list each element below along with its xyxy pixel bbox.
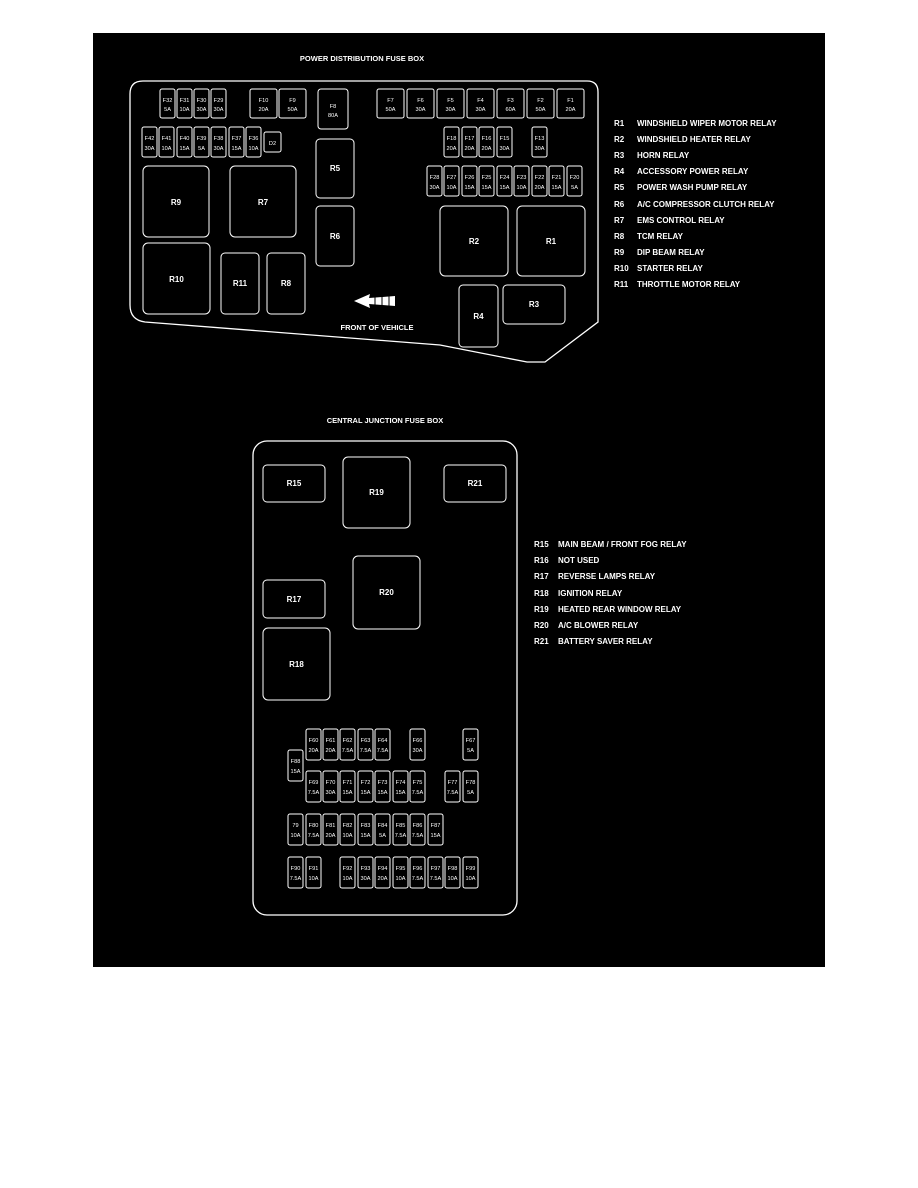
legend-code: R20 [534, 621, 549, 630]
svg-text:30A: 30A [412, 748, 423, 754]
svg-text:20A: 20A [464, 146, 475, 152]
pdb-fuse [211, 89, 226, 118]
pdb-fuse [567, 166, 582, 196]
svg-text:10A: 10A [516, 185, 527, 191]
pdb-fuse [532, 127, 547, 157]
svg-text:F29: F29 [213, 98, 224, 104]
pdb-fuse [462, 127, 477, 157]
legend-label: ACCESSORY POWER RELAY [637, 167, 749, 176]
svg-text:10A: 10A [290, 833, 301, 839]
svg-text:F69: F69 [308, 780, 319, 786]
legend-code: R6 [614, 200, 625, 209]
cjb-fuse [306, 771, 321, 802]
svg-text:20A: 20A [565, 107, 576, 113]
svg-text:F18: F18 [446, 136, 457, 142]
svg-text:D2: D2 [268, 141, 277, 147]
svg-text:R17: R17 [286, 595, 302, 604]
cjb-relay [263, 465, 325, 502]
svg-text:15A: 15A [430, 833, 441, 839]
cjb-fuse [358, 729, 373, 760]
pdb-relay [230, 166, 296, 237]
svg-text:R11: R11 [232, 279, 248, 288]
front-of-vehicle-label: FRONT OF VEHICLE [340, 323, 414, 332]
legend-label: MAIN BEAM / FRONT FOG RELAY [558, 540, 687, 549]
pdb-outline [130, 81, 598, 362]
pdb-fuse [437, 89, 464, 118]
pdb-fuse [427, 166, 442, 196]
legend-code: R15 [534, 540, 549, 549]
svg-text:F36: F36 [248, 136, 259, 142]
cjb-fuse [340, 771, 355, 802]
svg-text:F22: F22 [534, 175, 545, 181]
svg-text:30A: 30A [196, 107, 207, 113]
svg-text:15A: 15A [360, 833, 371, 839]
svg-text:R10: R10 [169, 275, 184, 284]
legend-code: R3 [614, 151, 625, 160]
svg-text:15A: 15A [464, 185, 475, 191]
svg-text:30A: 30A [534, 146, 545, 152]
svg-text:10A: 10A [179, 107, 190, 113]
svg-text:10A: 10A [342, 833, 353, 839]
svg-text:50A: 50A [385, 107, 396, 113]
cjb-fuse [306, 729, 321, 760]
legend-label: BATTERY SAVER RELAY [558, 637, 653, 646]
cjb-fuse [288, 750, 303, 781]
pdb-fuse [159, 127, 174, 157]
svg-text:R3: R3 [528, 300, 540, 309]
pdb-fuse [229, 127, 244, 157]
pdb-fuse [497, 127, 512, 157]
svg-text:10A: 10A [446, 185, 457, 191]
svg-text:F70: F70 [325, 780, 336, 786]
pdb-relay [440, 206, 508, 276]
svg-text:F30: F30 [196, 98, 207, 104]
svg-text:7.5A: 7.5A [411, 876, 424, 882]
svg-text:79: 79 [292, 823, 299, 829]
svg-text:R7: R7 [257, 198, 269, 207]
pdb-relay [459, 285, 498, 347]
legend-code: R18 [534, 589, 549, 598]
svg-text:15A: 15A [290, 769, 301, 775]
cjb-fuse [445, 857, 460, 888]
svg-text:F40: F40 [179, 136, 190, 142]
pdb-fuse [377, 89, 404, 118]
legend-code: R2 [614, 135, 625, 144]
svg-text:F67: F67 [465, 738, 476, 744]
pdb-fuse [514, 166, 529, 196]
svg-text:20A: 20A [446, 146, 457, 152]
svg-text:F92: F92 [342, 866, 353, 872]
cjb-fuse [410, 771, 425, 802]
svg-text:15A: 15A [499, 185, 510, 191]
cjb-fuse [358, 771, 373, 802]
svg-text:20A: 20A [481, 146, 492, 152]
cjb-fuse [410, 729, 425, 760]
cjb-legend [534, 540, 687, 646]
legend-label: A/C BLOWER RELAY [558, 621, 639, 630]
svg-text:F71: F71 [342, 780, 353, 786]
svg-text:F26: F26 [464, 175, 475, 181]
pdb-fuse [279, 89, 306, 118]
svg-text:7.5A: 7.5A [411, 790, 424, 796]
svg-text:F21: F21 [551, 175, 562, 181]
svg-text:F4: F4 [477, 98, 484, 104]
cjb-fuse [410, 857, 425, 888]
svg-text:F25: F25 [481, 175, 492, 181]
svg-text:7.5A: 7.5A [411, 833, 424, 839]
cjb-fuse [375, 771, 390, 802]
pdb-relay [316, 206, 354, 266]
svg-text:R19: R19 [369, 488, 384, 497]
svg-text:F37: F37 [231, 136, 242, 142]
pdb-relay [143, 166, 209, 237]
cjb-fuse [358, 814, 373, 845]
cjb-fuse [393, 771, 408, 802]
legend-label: EMS CONTROL RELAY [637, 216, 725, 225]
cjb-outline [253, 441, 517, 915]
svg-text:F88: F88 [290, 759, 301, 765]
legend-label: THROTTLE MOTOR RELAY [637, 280, 741, 289]
svg-text:20A: 20A [258, 107, 269, 113]
cjb-relay [353, 556, 420, 629]
cjb-relay [263, 580, 325, 618]
svg-text:F73: F73 [377, 780, 388, 786]
svg-text:7.5A: 7.5A [307, 833, 320, 839]
legend-code: R17 [534, 572, 549, 581]
svg-text:F23: F23 [516, 175, 527, 181]
svg-text:30A: 30A [325, 790, 336, 796]
svg-text:7.5A: 7.5A [429, 876, 442, 882]
pdb-fuse [444, 127, 459, 157]
pdb-fuse [246, 127, 261, 157]
svg-text:F13: F13 [534, 136, 545, 142]
svg-text:5A: 5A [379, 833, 386, 839]
svg-text:F80: F80 [308, 823, 319, 829]
pdb-fuse [549, 166, 564, 196]
pdb-title: POWER DISTRIBUTION FUSE BOX [299, 54, 425, 63]
svg-text:15A: 15A [481, 185, 492, 191]
svg-text:F2: F2 [537, 98, 544, 104]
pdb-fuse [160, 89, 175, 118]
svg-text:15A: 15A [179, 146, 190, 152]
svg-text:10A: 10A [342, 876, 353, 882]
pdb-fuse [177, 127, 192, 157]
svg-text:10A: 10A [395, 876, 406, 882]
cjb-fuse [288, 857, 303, 888]
cjb-relay [263, 628, 330, 700]
legend-code: R4 [614, 167, 625, 176]
svg-text:F24: F24 [499, 175, 510, 181]
diagram-panel [93, 33, 825, 967]
svg-text:5A: 5A [467, 790, 474, 796]
svg-text:F3: F3 [507, 98, 514, 104]
svg-text:F16: F16 [481, 136, 492, 142]
svg-text:F6: F6 [417, 98, 424, 104]
cjb-fuse [428, 857, 443, 888]
legend-code: R1 [614, 119, 625, 128]
svg-text:7.5A: 7.5A [341, 748, 354, 754]
legend-code: R19 [534, 605, 549, 614]
svg-text:R20: R20 [379, 588, 394, 597]
svg-text:20A: 20A [325, 748, 336, 754]
svg-text:F7: F7 [387, 98, 394, 104]
svg-text:F96: F96 [412, 866, 423, 872]
cjb-fuse [306, 857, 321, 888]
legend-code: R7 [614, 216, 625, 225]
cjb-fuse [358, 857, 373, 888]
legend-code: R8 [614, 232, 625, 241]
svg-text:10A: 10A [308, 876, 319, 882]
cjb-fuse [323, 771, 338, 802]
cjb-title: CENTRAL JUNCTION FUSE BOX [326, 416, 444, 425]
svg-text:50A: 50A [287, 107, 298, 113]
cjb-fuse [340, 857, 355, 888]
svg-text:F9: F9 [289, 98, 296, 104]
svg-text:F31: F31 [179, 98, 190, 104]
svg-text:20A: 20A [377, 876, 388, 882]
svg-text:7.5A: 7.5A [446, 790, 459, 796]
svg-text:F97: F97 [430, 866, 441, 872]
cjb-fuse [375, 729, 390, 760]
pdb-fuse [557, 89, 584, 118]
legend-label: A/C COMPRESSOR CLUTCH RELAY [637, 200, 775, 209]
svg-text:F95: F95 [395, 866, 406, 872]
svg-text:F66: F66 [412, 738, 423, 744]
svg-text:20A: 20A [308, 748, 319, 754]
svg-text:5A: 5A [571, 185, 578, 191]
svg-text:30A: 30A [144, 146, 155, 152]
svg-text:F78: F78 [465, 780, 476, 786]
svg-text:15A: 15A [377, 790, 388, 796]
pdb-diode [264, 132, 281, 152]
pdb-fuse [479, 127, 494, 157]
svg-text:R2: R2 [468, 237, 480, 246]
legend-code: R9 [614, 248, 625, 257]
svg-text:F82: F82 [342, 823, 353, 829]
svg-text:15A: 15A [342, 790, 353, 796]
pdb-fuse [527, 89, 554, 118]
svg-text:R4: R4 [473, 312, 484, 321]
svg-text:F83: F83 [360, 823, 371, 829]
svg-text:F75: F75 [412, 780, 423, 786]
svg-text:15A: 15A [551, 185, 562, 191]
svg-text:F87: F87 [430, 823, 441, 829]
svg-text:15A: 15A [395, 790, 406, 796]
svg-text:F81: F81 [325, 823, 336, 829]
legend-label: TCM RELAY [637, 232, 683, 241]
svg-text:F86: F86 [412, 823, 423, 829]
cjb-fuse [393, 857, 408, 888]
svg-text:10A: 10A [465, 876, 476, 882]
pdb-relay [503, 285, 565, 324]
svg-text:10A: 10A [447, 876, 458, 882]
cjb-fuse [463, 771, 478, 802]
svg-text:R21: R21 [467, 479, 483, 488]
cjb-fuse [323, 814, 338, 845]
svg-text:F10: F10 [258, 98, 269, 104]
svg-text:F17: F17 [464, 136, 475, 142]
legend-label: WINDSHIELD WIPER MOTOR RELAY [637, 119, 777, 128]
front-arrow-icon [354, 294, 395, 308]
svg-text:80A: 80A [328, 113, 338, 119]
cjb-fuse [445, 771, 460, 802]
svg-text:7.5A: 7.5A [289, 876, 302, 882]
svg-text:F72: F72 [360, 780, 371, 786]
svg-text:F98: F98 [447, 866, 458, 872]
pdb-legend [614, 119, 777, 289]
svg-text:30A: 30A [499, 146, 510, 152]
svg-text:F94: F94 [377, 866, 388, 872]
pdb-fuse [177, 89, 192, 118]
svg-text:7.5A: 7.5A [307, 790, 320, 796]
pdb-fuse [479, 166, 494, 196]
pdb-fuse [444, 166, 459, 196]
svg-text:F27: F27 [446, 175, 457, 181]
svg-text:10A: 10A [161, 146, 172, 152]
cjb-fuse [288, 814, 303, 845]
pdb-relay [517, 206, 585, 276]
svg-text:R1: R1 [545, 237, 557, 246]
svg-text:F90: F90 [290, 866, 301, 872]
legend-label: REVERSE LAMPS RELAY [558, 572, 656, 581]
legend-label: NOT USED [558, 556, 600, 565]
svg-text:F39: F39 [196, 136, 207, 142]
svg-text:10A: 10A [248, 146, 259, 152]
svg-text:F62: F62 [342, 738, 353, 744]
pdb-relay [316, 139, 354, 198]
svg-text:F15: F15 [499, 136, 510, 142]
svg-text:F64: F64 [377, 738, 388, 744]
pdb-relay [221, 253, 259, 314]
svg-text:F38: F38 [213, 136, 224, 142]
svg-text:F99: F99 [465, 866, 476, 872]
cjb-fuse [463, 857, 478, 888]
svg-text:20A: 20A [534, 185, 545, 191]
legend-code: R16 [534, 556, 549, 565]
svg-text:F77: F77 [447, 780, 458, 786]
svg-text:F84: F84 [377, 823, 388, 829]
cjb-fuse [428, 814, 443, 845]
svg-text:20A: 20A [325, 833, 336, 839]
legend-code: R11 [614, 280, 629, 289]
svg-text:R9: R9 [170, 198, 182, 207]
svg-text:50A: 50A [535, 107, 546, 113]
pdb-fuse [467, 89, 494, 118]
legend-label: HEATED REAR WINDOW RELAY [558, 605, 682, 614]
svg-text:F85: F85 [395, 823, 406, 829]
svg-text:5A: 5A [164, 107, 171, 113]
svg-text:7.5A: 7.5A [394, 833, 407, 839]
svg-text:R18: R18 [289, 660, 304, 669]
legend-code: R21 [534, 637, 549, 646]
cjb-fuse [340, 729, 355, 760]
cjb-fuse [375, 857, 390, 888]
pdb-fuse [211, 127, 226, 157]
legend-label: HORN RELAY [637, 151, 690, 160]
cjb-fuse [323, 729, 338, 760]
legend-label: POWER WASH PUMP RELAY [637, 183, 748, 192]
svg-text:7.5A: 7.5A [376, 748, 389, 754]
legend-label: IGNITION RELAY [558, 589, 623, 598]
svg-text:30A: 30A [213, 107, 224, 113]
cjb-fuse [306, 814, 321, 845]
pdb-fuse [497, 166, 512, 196]
svg-text:5A: 5A [198, 146, 205, 152]
svg-text:F41: F41 [161, 136, 172, 142]
pdb-relay [143, 243, 210, 314]
legend-code: R5 [614, 183, 625, 192]
cjb-fuse [410, 814, 425, 845]
svg-text:7.5A: 7.5A [359, 748, 372, 754]
svg-text:F5: F5 [447, 98, 454, 104]
pdb-fuse [142, 127, 157, 157]
svg-text:30A: 30A [429, 185, 440, 191]
svg-text:60A: 60A [505, 107, 516, 113]
legend-code: R10 [614, 264, 629, 273]
svg-text:15A: 15A [360, 790, 371, 796]
cjb-fuse [340, 814, 355, 845]
pdb-fuse [462, 166, 477, 196]
svg-text:30A: 30A [360, 876, 371, 882]
cjb-fuse [375, 814, 390, 845]
svg-text:5A: 5A [467, 748, 474, 754]
pdb-fuse [250, 89, 277, 118]
svg-text:15A: 15A [231, 146, 242, 152]
pdb-fuse [194, 89, 209, 118]
cjb-relay [343, 457, 410, 528]
cjb-fuse [393, 814, 408, 845]
legend-label: STARTER RELAY [637, 264, 703, 273]
cjb-fuse [463, 729, 478, 760]
svg-text:F8: F8 [329, 104, 337, 110]
svg-text:F1: F1 [567, 98, 574, 104]
svg-text:F42: F42 [144, 136, 155, 142]
svg-text:F20: F20 [569, 175, 580, 181]
svg-text:R15: R15 [286, 479, 302, 488]
pdb-fuse [194, 127, 209, 157]
svg-text:F28: F28 [429, 175, 440, 181]
svg-text:30A: 30A [475, 107, 486, 113]
pdb-fuse [318, 89, 348, 129]
svg-text:F91: F91 [308, 866, 319, 872]
svg-text:F74: F74 [395, 780, 406, 786]
svg-text:R5: R5 [329, 164, 341, 173]
svg-text:F63: F63 [360, 738, 371, 744]
pdb-fuse [497, 89, 524, 118]
legend-label: DIP BEAM RELAY [637, 248, 705, 257]
svg-text:F61: F61 [325, 738, 336, 744]
cjb-relay [444, 465, 506, 502]
svg-text:F32: F32 [162, 98, 173, 104]
pdb-fuse [532, 166, 547, 196]
pdb-fuse [407, 89, 434, 118]
fuse-box-diagram [93, 33, 825, 967]
svg-text:F93: F93 [360, 866, 371, 872]
svg-text:F60: F60 [308, 738, 319, 744]
svg-text:30A: 30A [445, 107, 456, 113]
svg-text:30A: 30A [415, 107, 426, 113]
pdb-relay [267, 253, 305, 314]
legend-label: WINDSHIELD HEATER RELAY [637, 135, 751, 144]
svg-text:R6: R6 [329, 232, 341, 241]
svg-text:30A: 30A [213, 146, 224, 152]
svg-text:R8: R8 [280, 279, 292, 288]
